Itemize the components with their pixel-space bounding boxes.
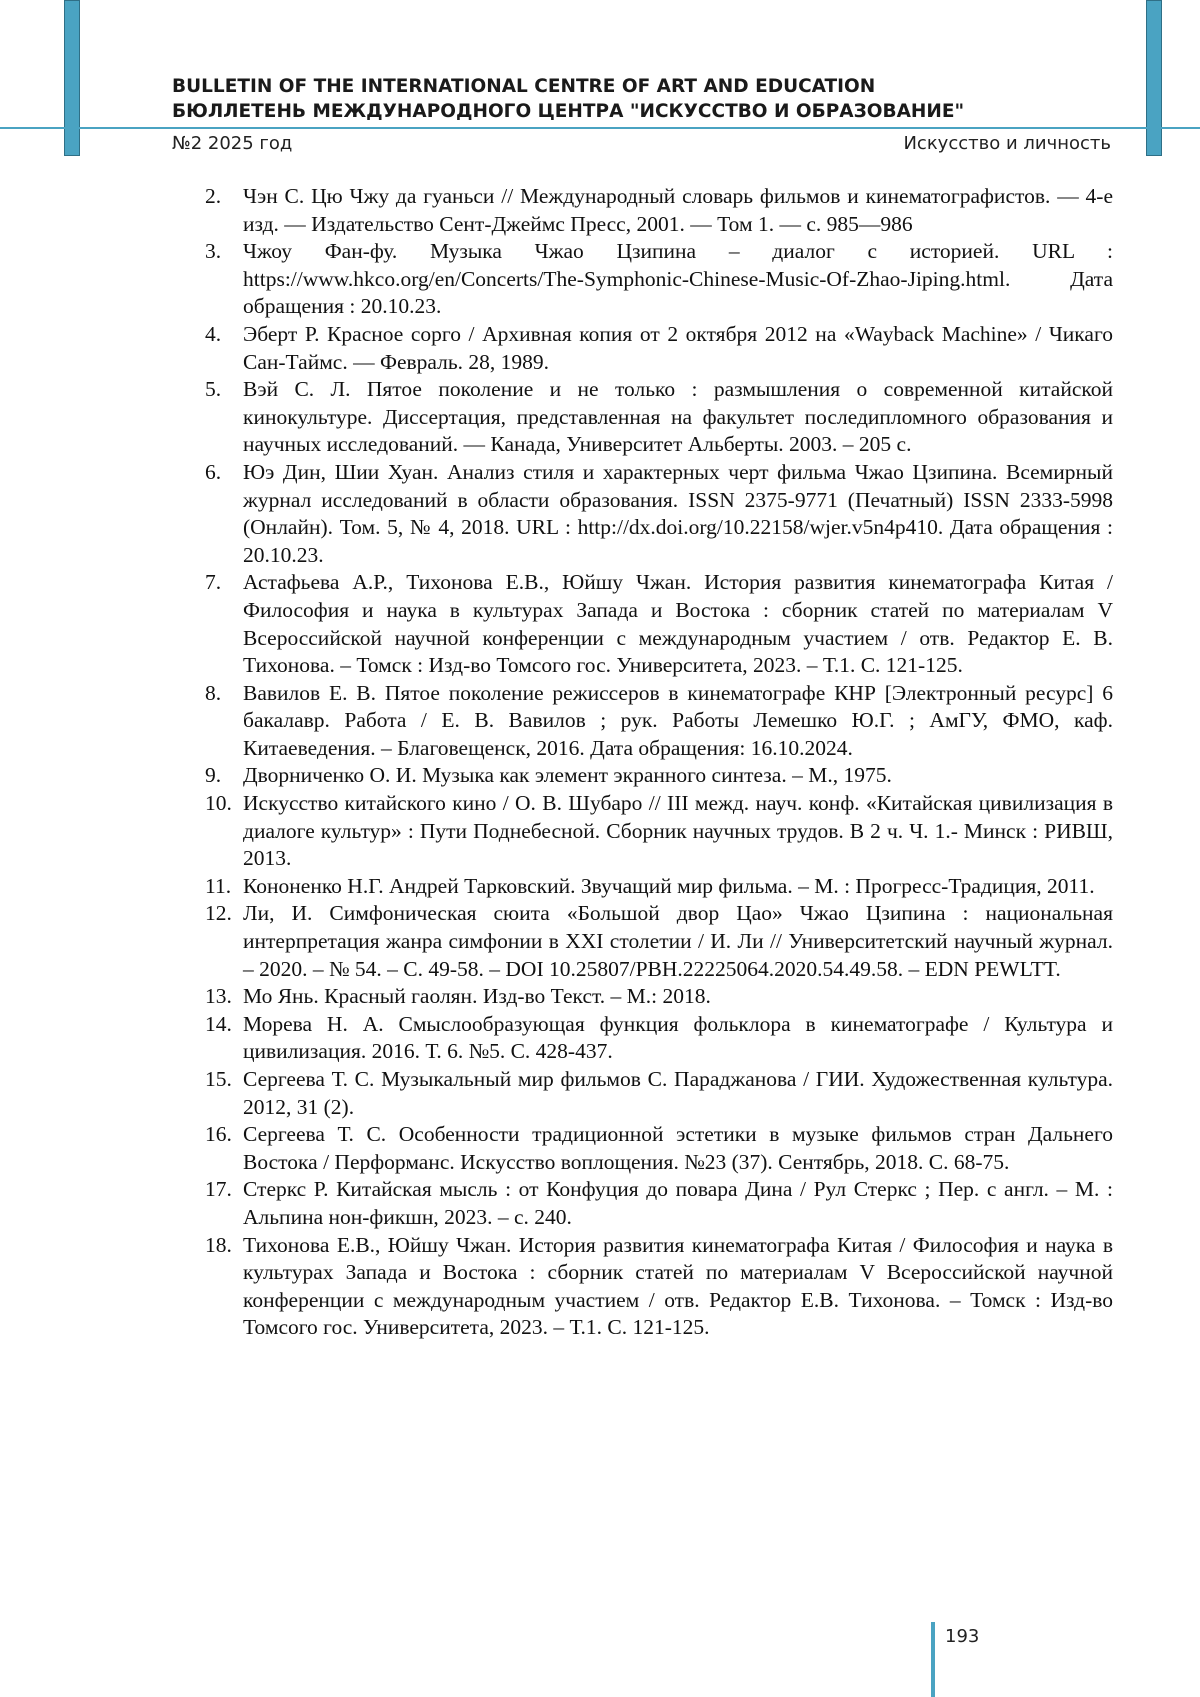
reference-item <box>205 376 1113 459</box>
reference-number: 15. <box>205 1067 232 1091</box>
reference-item <box>205 790 1113 873</box>
reference-number: 13. <box>205 984 232 1009</box>
reference-item <box>205 238 1113 321</box>
reference-text: Сергеева Т. С. Особенности традиционной эстетики в музыке фильмов стран Дальнего Востока / Перформанс. Искусство воплощения. №23 (37). Сентябрь, 2018. С. 68-75. <box>243 1122 1113 1174</box>
reference-text: Чэн С. Цю Чжу да гуаньси // Международный словарь фильмов и кинематографистов. — 4-е изд. — Издательство Сент-Джеймс Пресс, 2001. — Том 1. — с. 985—986 <box>243 184 1113 236</box>
reference-text: Чжоу Фан-фу. Музыка Чжао Цзипина – диалог с историей. URL : https://www.hkco.org/en/Concerts/The-Symphonic-Chinese-Music-Of-Zhao-Jiping.html. Дата обращения : 20.10.23. <box>243 239 1113 319</box>
journal-title <box>172 74 964 124</box>
reference-item <box>205 873 1113 901</box>
issue-number: №2 2025 год <box>172 133 293 154</box>
reference-item <box>205 1121 1113 1176</box>
reference-text: Юэ Дин, Шии Хуан. Анализ стиля и характерных черт фильма Чжао Цзипина. Всемирный журнал исследований в области образования. ISSN 2375-9771 (Печатный) ISSN 2333-5998 (Онлайн). Том. 5, № 4, 2018. URL : http://dx.doi.org/10.22158/wjer.v5n4p410. Дата обращения : 20.10.23. <box>243 459 1113 567</box>
reference-item <box>205 983 1113 1011</box>
reference-number: 8. <box>205 680 222 705</box>
reference-item <box>205 1066 1113 1121</box>
reference-item <box>205 321 1113 376</box>
reference-number: 12. <box>205 901 232 926</box>
header-right-accent-bar <box>1146 0 1162 156</box>
reference-text: Вэй С. Л. Пятое поколение и не только : размышления о современной китайской кинокультуре. Диссертация, представленная на факультет последипломного образования и научных исследований. — Канада, Университет Альберты. 2003. – 205 с. <box>243 377 1113 457</box>
reference-number: 18. <box>205 1232 232 1257</box>
reference-text: Вавилов Е. В. Пятое поколение режиссеров в кинематографе КНР [Электронный ресурс] 6 бакалавр. Работа / Е. В. Вавилов ; рук. Работы Лемешко Ю.Г. ; АмГУ, ФМО, каф. Китаеведения. – Благовещенск, 2016. Дата обращения: 16.10.2024. <box>243 680 1113 760</box>
reference-text: Тихонова Е.В., Юйшу Чжан. История развития кинематографа Китая / Философия и наука в культурах Запада и Востока : сборник статей по материалам V Всероссийской научной конференции с международным участием / отв. Редактор Е.В. Тихонова. – Томск : Изд-во Томсого гос. Университета, 2023. – Т.1. С. 121-125. <box>243 1232 1113 1340</box>
reference-text: Астафьева А.Р., Тихонова Е.В., Юйшу Чжан. История развития кинематографа Китая / Философия и наука в культурах Запада и Востока : сборник статей по материалам V Всероссийской научной конференции с международным участием / отв. Редактор Е. В. Тихонова. – Томск : Изд-во Томсого гос. Университета, 2023. – Т.1. С. 121-125. <box>243 570 1113 678</box>
reference-item <box>205 680 1113 763</box>
reference-number: 4. <box>205 321 222 346</box>
reference-text: Эберт Р. Красное сорго / Архивная копия от 2 октября 2012 на «Wayback Machine» / Чикаго Сан-Таймс. — Февраль. 28, 1989. <box>243 321 1113 374</box>
reference-item <box>205 183 1113 238</box>
reference-number: 3. <box>205 239 222 264</box>
reference-item <box>205 1232 1113 1342</box>
reference-number: 10. <box>205 791 232 816</box>
reference-item <box>205 569 1113 679</box>
reference-item <box>205 459 1113 569</box>
reference-number: 11. <box>205 873 232 898</box>
reference-text: Мо Янь. Красный гаолян. Изд-во Текст. – М.: 2018. <box>243 984 711 1009</box>
reference-item <box>205 900 1113 983</box>
reference-number: 9. <box>205 763 222 788</box>
page-number-rule <box>931 1622 935 1697</box>
reference-list <box>205 183 1113 1342</box>
reference-text: Морева Н. А. Смыслообразующая функция фольклора в кинематографе / Культура и цивилизация. 2016. Т. 6. №5. С. 428-437. <box>243 1011 1113 1064</box>
reference-number: 5. <box>205 377 222 402</box>
journal-title-en: BULLETIN OF THE INTERNATIONAL CENTRE OF ART AND EDUCATION <box>172 76 876 97</box>
reference-number: 14. <box>205 1011 232 1036</box>
reference-item <box>205 762 1113 790</box>
reference-text: Сергеева Т. С. Музыкальный мир фильмов С. Параджанова / ГИИ. Художественная культура. 2012, 31 (2). <box>243 1067 1113 1119</box>
section-name: Искусство и личность <box>903 133 1111 154</box>
reference-number: 6. <box>205 459 222 484</box>
reference-text: Искусство китайского кино / О. В. Шубаро // III межд. науч. конф. «Китайская цивилизация в диалоге культур» : Пути Поднебесной. Сборник научных трудов. В 2 ч. Ч. 1.- Минск : РИВШ, 2013. <box>243 791 1113 871</box>
reference-text: Дворниченко О. И. Музыка как элемент экранного синтеза. – М., 1975. <box>243 763 892 788</box>
reference-text: Стеркс Р. Китайская мысль : от Конфуция до повара Дина / Рул Стеркс ; Пер. с англ. – М. : Альпина нон-фикшн, 2023. – с. 240. <box>243 1177 1113 1229</box>
reference-number: 16. <box>205 1122 232 1147</box>
reference-number: 2. <box>205 184 222 208</box>
header-rule <box>0 127 1200 129</box>
reference-text: Ли, И. Симфоническая сюита «Большой двор Цао» Чжао Цзипина : национальная интерпретация жанра симфонии в XXI столетии / И. Ли // Университетский научный журнал. – 2020. – № 54. – С. 49-58. – DOI 10.25807/PBH.22225064.2020.54.49.58. – EDN PEWLTT. <box>243 901 1113 981</box>
header-left-accent-bar <box>64 0 80 156</box>
reference-text: Кононенко Н.Г. Андрей Тарковский. Звучащий мир фильма. – М. : Прогресс-Традиция, 2011. <box>243 873 1095 898</box>
reference-item <box>205 1011 1113 1066</box>
page-number: 193 <box>945 1626 980 1647</box>
reference-number: 17. <box>205 1177 232 1202</box>
reference-number: 7. <box>205 570 222 595</box>
journal-title-ru: БЮЛЛЕТЕНЬ МЕЖДУНАРОДНОГО ЦЕНТРА "ИСКУССТВО И ОБРАЗОВАНИЕ" <box>172 101 965 122</box>
reference-item <box>205 1176 1113 1231</box>
